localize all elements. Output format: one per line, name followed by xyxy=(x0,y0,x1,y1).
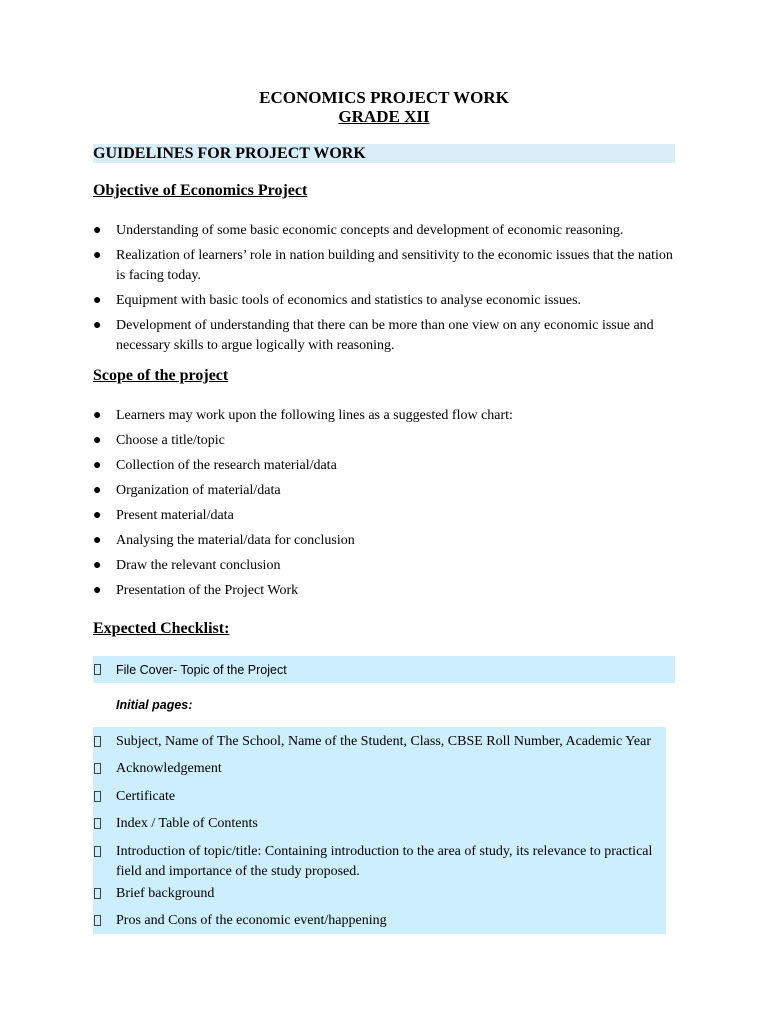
checkbox-icon xyxy=(94,846,101,857)
scope-item-text: Choose a title/topic xyxy=(116,433,225,448)
scope-item-text: Collection of the research material/data xyxy=(116,458,337,473)
checklist-item xyxy=(93,787,665,807)
checkbox-icon xyxy=(94,818,101,829)
checklist-item xyxy=(93,884,665,904)
list-item xyxy=(93,246,673,286)
scope-item-text: Present material/data xyxy=(116,508,234,523)
objective-item-text: Equipment with basic tools of economics and statistics to analyse economic issues. xyxy=(116,293,582,308)
list-item xyxy=(93,406,673,426)
objective-heading: Objective of Economics Project xyxy=(93,182,308,199)
checklist-item-text: Introduction of topic/title: Containing introduction to the area of study, its relevance to practical field and importance of the study proposed. xyxy=(116,844,653,879)
initial-pages-label: Initial pages: xyxy=(116,698,193,712)
checklist-item-text: Certificate xyxy=(116,789,176,804)
checkbox-icon xyxy=(94,791,101,802)
objective-item-text: Development of understanding that there can be more than one view on any economic issue and necessary skills to argue logically with reasoning. xyxy=(116,318,654,353)
checklist-item-text: Index / Table of Contents xyxy=(116,816,258,831)
objective-item-text: Realization of learners’ role in nation building and sensitivity to the economic issues that the nation is facing today. xyxy=(116,248,673,283)
list-item xyxy=(93,431,673,451)
checkbox-icon xyxy=(94,736,101,747)
bullet-icon: ● xyxy=(93,533,102,548)
checklist-item xyxy=(93,732,665,752)
checklist-item xyxy=(93,759,665,779)
bullet-icon: ● xyxy=(93,408,102,423)
bullet-icon: ● xyxy=(93,433,102,448)
objective-list xyxy=(93,221,673,361)
scope-heading: Scope of the project xyxy=(93,367,229,384)
list-item xyxy=(93,291,673,311)
checklist-item-text: Subject, Name of The School, Name of the Student, Class, CBSE Roll Number, Academic Year xyxy=(116,734,651,749)
list-item xyxy=(93,581,673,601)
bullet-icon: ● xyxy=(93,458,102,473)
checklist-heading: Expected Checklist: xyxy=(93,620,230,637)
checklist-item-text: Acknowledgement xyxy=(116,761,222,776)
checkbox-icon xyxy=(94,664,101,675)
checkbox-icon xyxy=(94,915,101,926)
scope-list xyxy=(93,406,673,606)
scope-item-text: Learners may work upon the following lines as a suggested flow chart: xyxy=(116,408,513,423)
checklist-item xyxy=(93,660,665,680)
list-item xyxy=(93,481,673,501)
checkbox-icon xyxy=(94,763,101,774)
scope-item-text: Organization of material/data xyxy=(116,483,281,498)
objective-item-text: Understanding of some basic economic concepts and development of economic reasoning. xyxy=(116,223,624,238)
list-item xyxy=(93,316,673,356)
list-item xyxy=(93,221,673,241)
bullet-icon: ● xyxy=(93,293,102,308)
checklist-item xyxy=(93,842,665,882)
bullet-icon: ● xyxy=(93,558,102,573)
checklist-item-text: Brief background xyxy=(116,886,215,901)
bullet-icon: ● xyxy=(93,318,102,333)
list-item xyxy=(93,556,673,576)
guidelines-heading: GUIDELINES FOR PROJECT WORK xyxy=(93,145,366,162)
scope-item-text: Presentation of the Project Work xyxy=(116,583,299,598)
checklist-item-text: Pros and Cons of the economic event/happening xyxy=(116,913,387,928)
document-title: ECONOMICS PROJECT WORK xyxy=(259,88,509,107)
bullet-icon: ● xyxy=(93,483,102,498)
bullet-icon: ● xyxy=(93,248,102,263)
checkbox-icon xyxy=(94,888,101,899)
bullet-icon: ● xyxy=(93,583,102,598)
list-item xyxy=(93,531,673,551)
checklist-item xyxy=(93,911,665,931)
list-item xyxy=(93,506,673,526)
file-cover-text: File Cover- Topic of the Project xyxy=(116,663,287,677)
scope-item-text: Analysing the material/data for conclusion xyxy=(116,533,355,548)
scope-item-text: Draw the relevant conclusion xyxy=(116,558,281,573)
document-subtitle: GRADE XII xyxy=(338,107,430,126)
bullet-icon: ● xyxy=(93,223,102,238)
bullet-icon: ● xyxy=(93,508,102,523)
list-item xyxy=(93,456,673,476)
checklist-item xyxy=(93,814,665,834)
